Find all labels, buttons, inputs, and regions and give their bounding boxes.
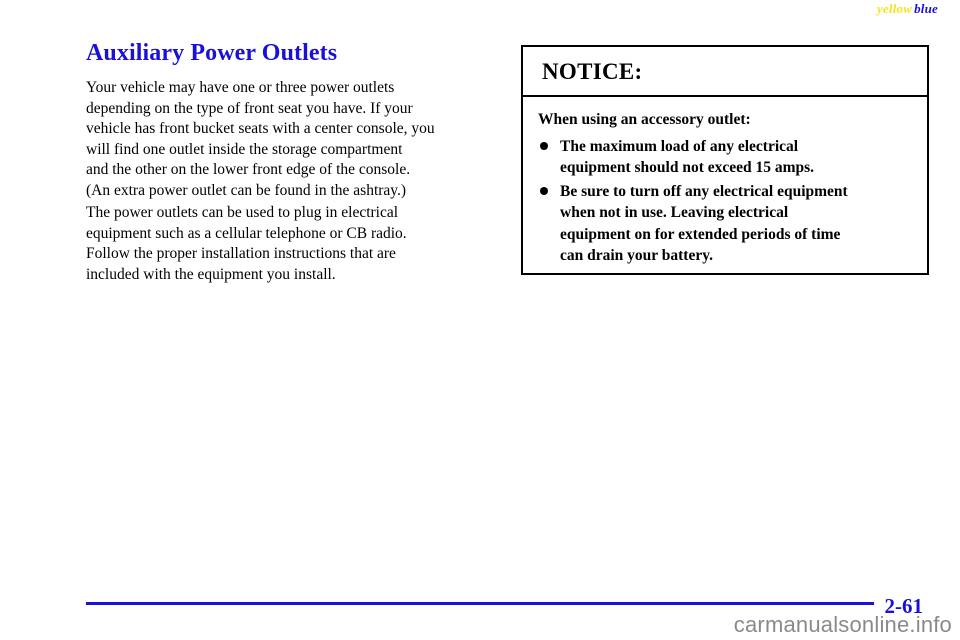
color-tag-yellow: yellow xyxy=(876,1,913,16)
text-line: will find one outlet inside the storage compartment xyxy=(86,140,403,158)
notice-list xyxy=(538,136,918,267)
watermark: carmanualsonline.info xyxy=(733,612,952,637)
bullet-icon xyxy=(540,187,548,195)
notice-box xyxy=(521,45,929,275)
notice-item xyxy=(538,136,918,179)
notice-item-line: equipment on for extended periods of time xyxy=(560,225,841,243)
color-tag xyxy=(877,1,938,17)
intro-paragraph xyxy=(86,78,491,201)
notice-item-line: The maximum load of any electrical xyxy=(560,137,799,155)
text-line: equipment such as a cellular telephone or CB radio. xyxy=(86,224,407,242)
notice-intro: When using an accessory outlet: xyxy=(538,111,751,128)
page-number: 2-61 xyxy=(884,594,923,618)
text-line: vehicle has front bucket seats with a center console, you xyxy=(86,120,435,137)
text-line: The power outlets can be used to plug in electrical xyxy=(86,204,399,221)
bullet-icon xyxy=(540,142,548,150)
text-line: and the other on the lower front edge of the console. xyxy=(86,161,411,178)
text-line: Follow the proper installation instructions that are xyxy=(86,245,396,262)
notice-item xyxy=(538,181,918,267)
notice-item-line: Be sure to turn off any electrical equipment xyxy=(560,182,848,200)
color-tag-blue: blue xyxy=(914,1,938,16)
notice-item-line: equipment should not exceed 15 amps. xyxy=(560,159,815,176)
text-line: (An extra power outlet can be found in the ashtray.) xyxy=(86,181,407,199)
usage-paragraph xyxy=(86,203,491,285)
text-line: included with the equipment you install. xyxy=(86,265,336,283)
notice-body xyxy=(538,109,918,269)
notice-title: NOTICE: xyxy=(542,59,643,84)
notice-header xyxy=(523,47,927,97)
text-line: depending on the type of front seat you have. If your xyxy=(86,99,413,117)
text-line: Your vehicle may have one or three power outlets xyxy=(86,79,395,96)
section-title: Auxiliary Power Outlets xyxy=(86,40,338,66)
notice-item-line: can drain your battery. xyxy=(560,247,713,264)
notice-item-line: when not in use. Leaving electrical xyxy=(560,204,789,221)
footer-rule xyxy=(86,602,874,605)
